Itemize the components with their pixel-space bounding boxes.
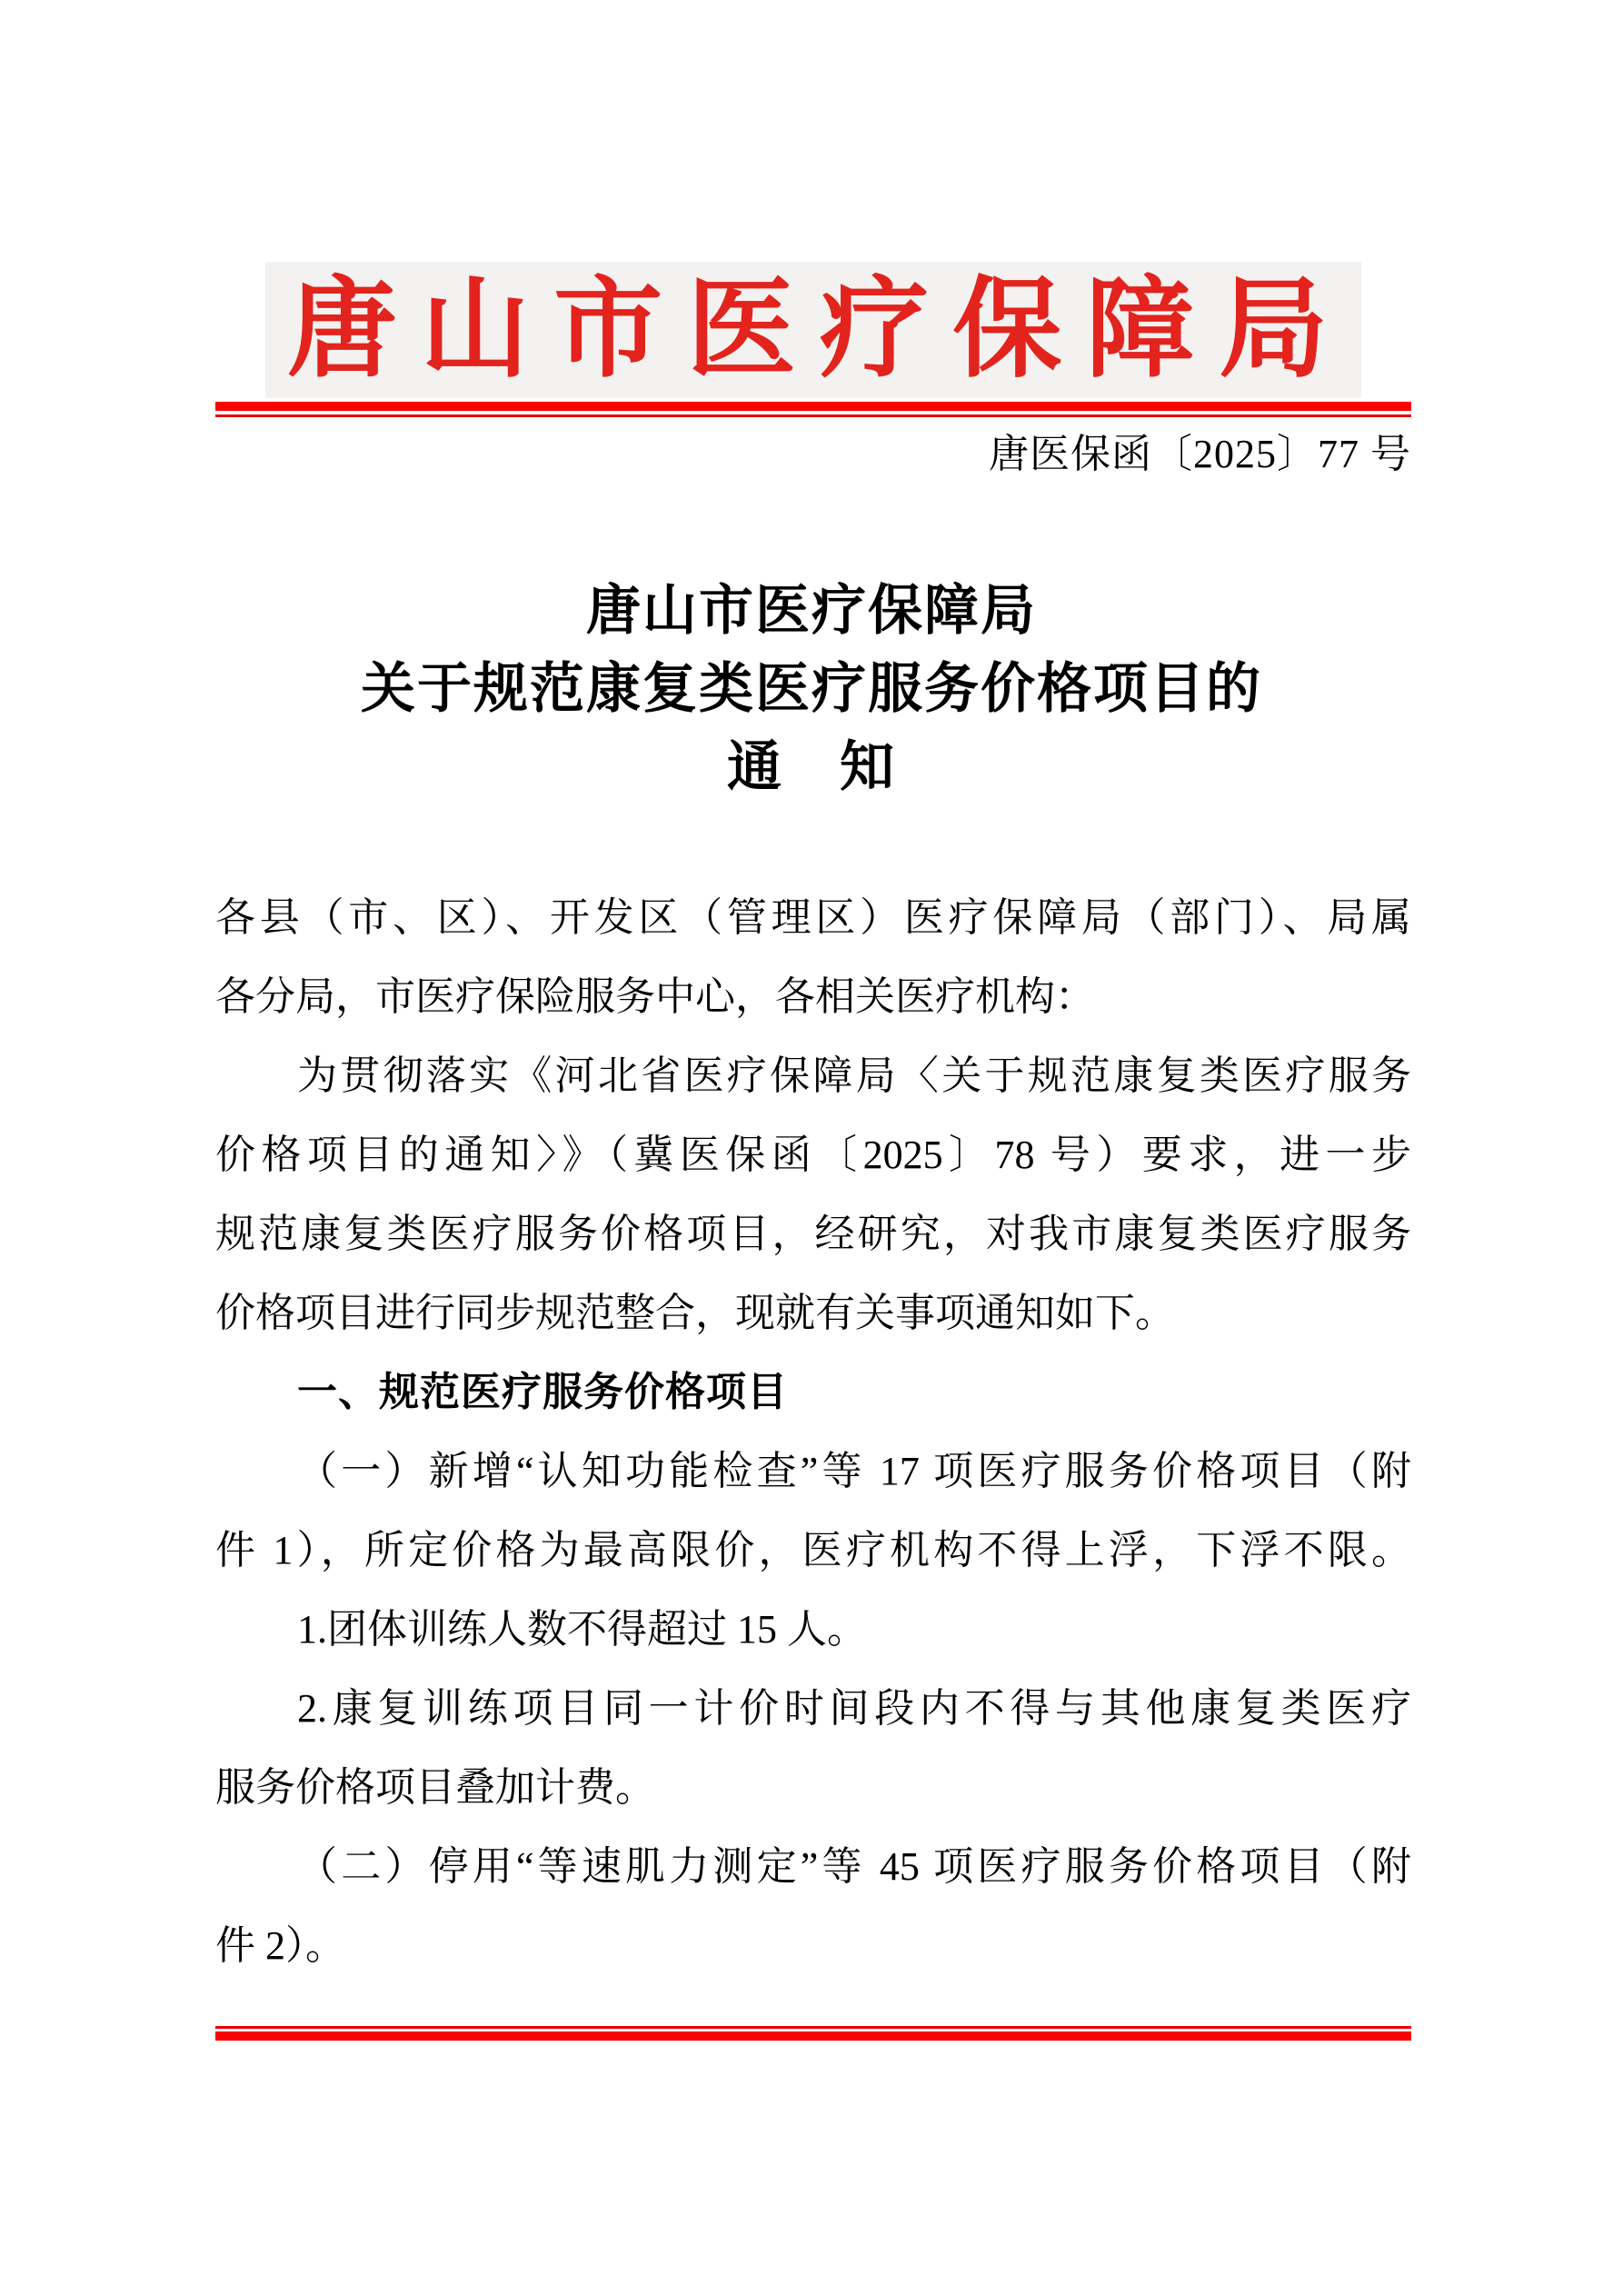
rule-thin-bar — [215, 414, 1411, 417]
title-line-2: 关于规范康复类医疗服务价格项目的 — [361, 659, 1262, 719]
letterhead-double-rule-top — [215, 402, 1411, 417]
section-heading-1: 一、规范医疗服务价格项目 — [297, 1370, 788, 1414]
body-line-para1-4: 价格项目进行同步规范整合，现就有关事项通知如下。 — [215, 1291, 1175, 1335]
body-line-salutation-2: 各分局，市医疗保险服务中心，各相关医疗机构： — [215, 974, 1095, 1019]
body-line-subitem1: 1.团体训练人数不得超过 15 人。 — [297, 1607, 867, 1652]
title-line-3: 通 知 — [727, 737, 896, 797]
body-line-item2-2: 件 2）。 — [215, 1923, 345, 1968]
body-line-item2-1: （二）停用“等速肌力测定”等 45 项医疗服务价格项目（附 — [297, 1844, 1411, 1889]
title-line-1: 唐山市医疗保障局 — [586, 581, 1037, 641]
body-line-para1-3: 规范康复类医疗服务价格项目，经研究，对我市康复类医疗服务 — [215, 1212, 1411, 1256]
body-line-subitem2-1: 2.康复训练项目同一计价时间段内不得与其他康复类医疗 — [297, 1686, 1411, 1731]
body-line-item1-2: 件 1），所定价格为最高限价，医疗机构不得上浮，下浮不限。 — [215, 1528, 1411, 1572]
letterhead-banner — [215, 262, 1411, 398]
body-line-para1-1: 为贯彻落实《河北省医疗保障局〈关于规范康复类医疗服务 — [297, 1053, 1411, 1098]
rule-thick-bar — [215, 2031, 1411, 2041]
body-line-subitem2-2: 服务价格项目叠加计费。 — [215, 1765, 655, 1810]
body-line-para1-2: 价格项目的通知〉》（冀医保函〔2025〕78 号）要求，进一步 — [215, 1133, 1411, 1177]
footer-double-rule — [215, 2026, 1411, 2041]
document-body — [215, 878, 1411, 1985]
document-title — [0, 572, 1623, 806]
body-line-item1-1: （一）新增“认知功能检查”等 17 项医疗服务价格项目（附 — [297, 1449, 1411, 1493]
document-number: 唐医保函〔2025〕77 号 — [989, 432, 1411, 476]
agency-name: 唐山市医疗保障局 — [265, 262, 1360, 398]
body-line-salutation-1: 各县（市、区）、开发区（管理区）医疗保障局（部门）、局属 — [215, 895, 1411, 940]
rule-thick-bar — [215, 402, 1411, 411]
